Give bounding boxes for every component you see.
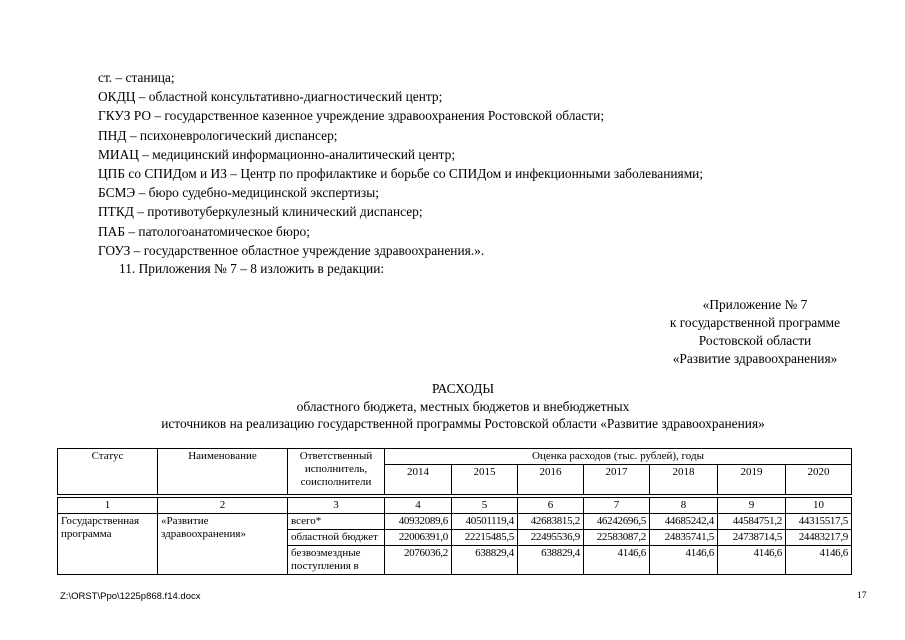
header-year: 2019 — [718, 465, 786, 495]
column-number: 1 — [58, 498, 158, 514]
file-path: Z:\ORST\Ppo\1225p868.f14.docx — [60, 591, 201, 602]
row-label: областной бюджет — [288, 530, 385, 546]
appendix-line: к государственной программе — [669, 315, 841, 330]
abbreviation-line: ОКДЦ – областной консультативно-диагностический центр; — [98, 89, 443, 105]
value-cell: 24835741,5 — [650, 530, 718, 546]
value-cell: 44685242,4 — [650, 514, 718, 530]
column-number: 5 — [452, 498, 518, 514]
value-cell: 46242696,5 — [584, 514, 650, 530]
page-number: 17 — [857, 591, 867, 601]
value-cell: 44584751,2 — [718, 514, 786, 530]
header-year: 2020 — [786, 465, 852, 495]
abbreviation-line: ГКУЗ РО – государственное казенное учреждение здравоохранения Ростовской области; — [98, 108, 605, 124]
value-cell: 40932089,6 — [385, 514, 452, 530]
abbreviation-line: ПНД – психоневрологический диспансер; — [98, 127, 338, 143]
heading-subtitle: областного бюджета, местных бюджетов и внебюджетных — [296, 398, 630, 414]
abbreviation-list — [98, 68, 703, 260]
abbreviation-line: ЦПБ со СПИДом и ИЗ – Центр по профилактике и борьбе со СПИДом и инфекционными заболеваниями; — [98, 166, 704, 182]
abbreviation-line: ГОУЗ – государственное областное учреждение здравоохранения.». — [98, 242, 485, 258]
value-cell: 4146,6 — [584, 546, 650, 575]
abbreviation-line: ст. – станица; — [98, 70, 175, 85]
value-cell: 22215485,5 — [452, 530, 518, 546]
program-name: «Развитие здравоохранения» — [158, 514, 288, 575]
appendix-line: Ростовской области — [698, 333, 812, 348]
header-year: 2015 — [452, 465, 518, 495]
value-cell: 44315517,5 — [786, 514, 852, 530]
table-row — [58, 514, 852, 530]
program-status: Государственная программа — [58, 514, 158, 575]
header-year: 2014 — [385, 465, 452, 495]
value-cell: 40501119,4 — [452, 514, 518, 530]
column-number: 3 — [288, 498, 385, 514]
heading-title: РАСХОДЫ — [431, 381, 495, 396]
value-cell: 2076036,2 — [385, 546, 452, 575]
abbreviation-line: ПАБ – патологоанатомическое бюро; — [98, 223, 310, 239]
column-number: 7 — [584, 498, 650, 514]
header-status: Статус — [58, 449, 158, 495]
header-name: Наименование — [158, 449, 288, 495]
abbreviation-line: ПТКД – противотуберкулезный клинический диспансер; — [98, 204, 423, 220]
value-cell: 4146,6 — [718, 546, 786, 575]
column-number: 6 — [518, 498, 584, 514]
value-cell: 4146,6 — [786, 546, 852, 575]
header-responsible: Ответственный исполнитель, соисполнители — [288, 449, 385, 495]
header-year: 2017 — [584, 465, 650, 495]
heading-subtitle: источников на реализацию государственной программы Ростовской области «Развитие здравоохранения» — [161, 416, 765, 431]
column-number: 4 — [385, 498, 452, 514]
appendix-line: «Приложение № 7 — [702, 297, 808, 312]
appendix-line: «Развитие здравоохранения» — [672, 351, 838, 366]
value-cell: 4146,6 — [650, 546, 718, 575]
value-cell: 638829,4 — [452, 546, 518, 575]
appendix-caption — [640, 296, 870, 368]
value-cell: 638829,4 — [518, 546, 584, 575]
value-cell: 22495536,9 — [518, 530, 584, 546]
header-estimate: Оценка расходов (тыс. рублей), годы — [385, 449, 852, 465]
value-cell: 24738714,5 — [718, 530, 786, 546]
value-cell: 22006391,0 — [385, 530, 452, 546]
row-label: всего* — [288, 514, 385, 530]
document-heading — [98, 380, 828, 433]
value-cell: 42683815,2 — [518, 514, 584, 530]
column-number: 9 — [718, 498, 786, 514]
amendment-item: 11. Приложения № 7 – 8 изложить в редакции: — [119, 261, 385, 276]
expenses-table — [57, 448, 852, 575]
row-label: безвозмездные поступления в — [288, 546, 385, 575]
column-number: 2 — [158, 498, 288, 514]
value-cell: 24483217,9 — [786, 530, 852, 546]
column-number: 10 — [786, 498, 852, 514]
abbreviation-line: МИАЦ – медицинский информационно-аналитический центр; — [98, 146, 456, 162]
header-year: 2016 — [518, 465, 584, 495]
header-year: 2018 — [650, 465, 718, 495]
column-number: 8 — [650, 498, 718, 514]
abbreviation-line: БСМЭ – бюро судебно-медицинской экспертизы; — [98, 185, 379, 201]
value-cell: 22583087,2 — [584, 530, 650, 546]
